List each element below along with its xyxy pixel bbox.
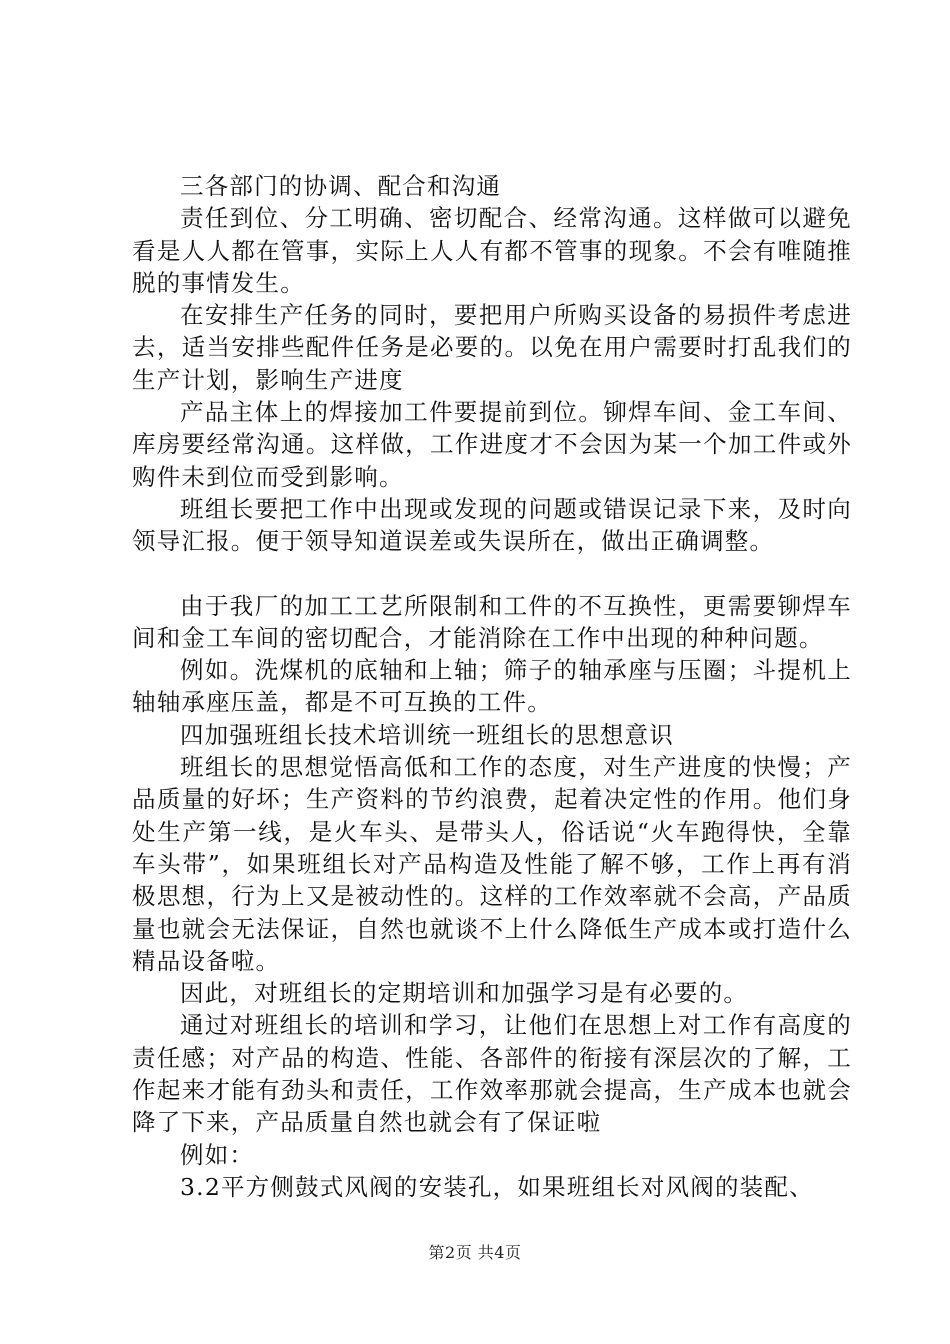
paragraph: 班组长要把工作中出现或发现的问题或错误记录下来，及时向领导汇报。便于领导知道误差或失误所在，做出正确调整。 [132,494,852,556]
paragraph: 通过对班组长的培训和学习，让他们在思想上对工作有高度的责任感；对产品的构造、性能、各部件的衔接有深层次的了解，工作起来才能有劲头和责任，工作效率那就会提高，生产成本也就会降了下来，产品质量自然也就会有了保证啦 [132,1011,852,1137]
paragraph: 班组长的思想觉悟高低和工作的态度，对生产进度的快慢；产品质量的好坏；生产资料的节约浪费，起着决定性的作用。他们身处生产第一线，是火车头、是带头人，俗话说“火车跑得快，全靠车头带”，如果班组长对产品构造及性能了解不够，工作上再有消极思想，行为上又是被动性的。这样的工作效率就不会高，产品质量也就会无法保证，自然也就谈不上什么降低生产成本或打造什么精品设备啦。 [132,753,852,975]
paragraph: 产品主体上的焊接加工件要提前到位。铆焊车间、金工车间、库房要经常沟通。这样做，工作进度才不会因为某一个加工件或外购件未到位而受到影响。 [132,398,852,491]
paragraph: 因此，对班组长的定期培训和加强学习是有必要的。 [180,979,749,1008]
paragraph: 责任到位、分工明确、密切配合、经常沟通。这样做可以避免看是人人都在管事，实际上人人有都不管事的现象。不会有唯随推脱的事情发生。 [132,204,852,297]
paragraph: 3.2平方侧鼓式风阀的安装孔，如果班组长对风阀的装配、 [180,1172,814,1201]
paragraph: 例如。洗煤机的底轴和上轴；筛子的轴承座与压圈；斗提机上轴轴承座压盖，都是不可互换的工件。 [132,656,852,717]
paragraph: 在安排生产任务的同时，要把用户所购买设备的易损件考虑进去，适当安排些配件任务是必要的。以免在用户需要时打乱我们的生产计划，影响生产进度 [132,301,852,394]
blank-line [132,558,852,590]
section-heading: 四加强班组长技术培训统一班组长的思想意识 [180,720,674,749]
page-footer: 第2页 共4页 [428,1243,522,1262]
paragraph: 由于我厂的加工工艺所限制和工件的不互换性，更需要铆焊车间和金工车间的密切配合，才能消除在工作中出现的种种问题。 [132,591,852,652]
paragraph: 例如： [180,1140,255,1169]
document-body [132,170,852,1203]
section-heading: 三各部门的协调、配合和沟通 [180,172,502,200]
